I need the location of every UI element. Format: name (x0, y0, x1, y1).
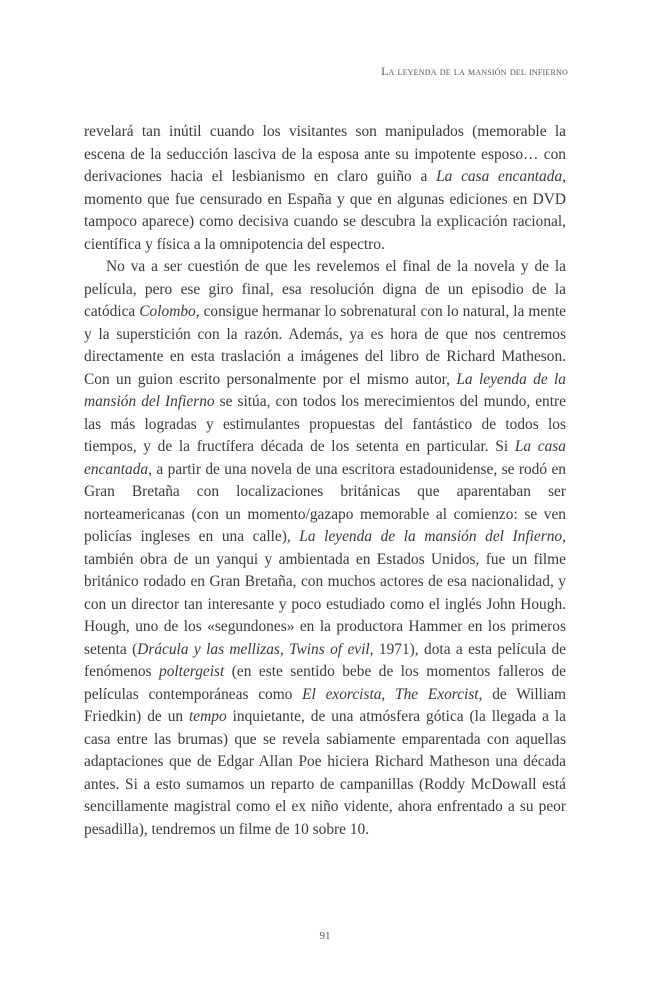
italic-title: Colombo (139, 303, 196, 320)
italic-title: La casa encantada (436, 168, 563, 185)
italic-title: Drácula y las mellizas, Twins of evil, (137, 640, 374, 658)
text-run: se sitúa, con todos los merecimientos del mundo, entre las más logradas y estimulantes propuestas del fantástico de todos los tiempos, y de la fructífera década de los setenta en particular. Si (84, 393, 566, 455)
italic-title: El exorcista (302, 685, 382, 703)
running-head: La leyenda de la mansión del infierno (381, 66, 568, 78)
italic-title: La leyenda de la mansión del Infierno (84, 370, 566, 410)
text-run: inquietante, de una atmósfera gótica (la llegada a la casa entre las brumas) que se revela sabiamente emparentada con aquellas adaptaciones que de Edgar Allan Poe hiciera Richard Matheson una década antes. Si a esto sumamos un reparto de campanillas (Roddy McDowall está sencillamente magistral como el ex niño vidente, ahora enfrentado a su peor pesadilla), tendremos un filme de 10 sobre 10. (84, 708, 566, 838)
text-run: , consigue hermanar lo sobrenatural con lo natural, la mente y la superstición con la razón. Además, ya es hora de que nos centremos directamente en esta traslación a imágenes del libro de Richard Matheson. Con un guion escrito personalmente por el mismo autor, (84, 303, 566, 388)
text-run: (en este sentido bebe de los momentos falleros de películas contemporáneas como (84, 663, 566, 703)
text-run: revelará tan inútil cuando los visitantes son manipulados (memorable la escena de la seducción lasciva de la esposa ante su impotente esposo… con derivaciones hacia el lesbianismo en claro guiño a (84, 123, 566, 185)
italic-title: tempo (189, 708, 227, 725)
text-run: , también obra de un yanqui y ambientada en Estados Unidos, fue un filme británico rodado en Gran Bretaña, con muchos actores de esa nacionalidad, y con un director tan interesante y poco estudiado como el inglés John Hough. Hough, uno de los «segundones» en la productora Hammer en los primeros setenta ( (84, 528, 566, 658)
paragraph-1 (84, 121, 566, 256)
text-run: , (381, 685, 396, 703)
italic-title: La casa encantada (84, 438, 566, 478)
text-run: No va a ser cuestión de que les revelemos el final de la novela y de la película, pero ese giro final, esa resolución digna de un episodio de la catódica (84, 258, 566, 320)
body-text (84, 121, 566, 841)
italic-title: The Exorcist (395, 685, 479, 703)
italic-title: poltergeist (159, 663, 225, 680)
text-run: 1971), dota a esta película de fenómenos (84, 640, 567, 680)
italic-title: La leyenda de la mansión del Infierno (299, 528, 563, 545)
paragraph-2 (84, 256, 566, 841)
text-run: , momento que fue censurado en España y que en algunas ediciones en DVD tampoco aparece) como decisiva cuando se descubra la explicación racional, científica y física a la omnipotencia del espectro. (84, 168, 566, 253)
text-run: , de William Friedkin) de un (84, 685, 567, 725)
page-number: 91 (319, 930, 331, 942)
text-run: , a partir de una novela de una escritora estadounidense, se rodó en Gran Bretaña con localizaciones británicas que aparentaban ser norteamericanas (con un momento/gazapo memorable al comienzo: se ven policías ingleses en una calle), (84, 460, 566, 545)
